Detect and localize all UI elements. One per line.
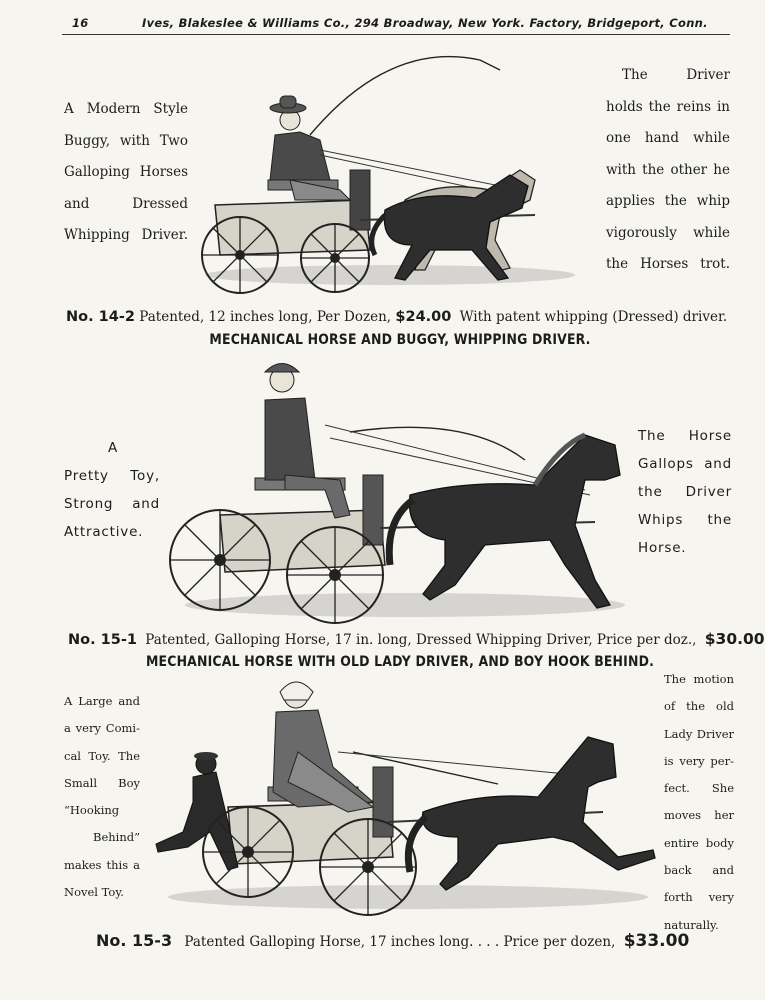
product3-left-text: A Large and a very Comi- cal Toy. The Small Boy “Hooking Behind” makes this a Novel Toy. [64,694,140,900]
product2-line [68,630,765,648]
horse-buggy-illustration [165,350,640,630]
product3-description: Patented Galloping Horse, 17 inches long. . . . Price per dozen, [184,934,616,950]
product3-line [96,931,689,951]
product2-right-text: The Horse Gallops and the Driver Whips the Horse. [638,428,732,556]
product3-number: No. 15-3 [96,931,173,950]
product1-right-text: The Driver holds the reins in one hand while with the other he applies the whip vigorously while the Horses trot. [606,67,730,272]
product3-right-text: The motion of the old Lady Driver is very per- fect. She moves her entire body back and forth very naturally. [664,672,734,932]
company-address: Ives, Blakeslee & Williams Co., 294 Broadway, New York. Factory, Bridgeport, Conn. [142,16,708,30]
buggy-two-horses-illustration [190,40,600,305]
product3-heading: MECHANICAL HORSE WITH OLD LADY DRIVER, AND BOY HOOK BEHIND. [145,654,655,670]
product2-number: No. 15-1 [68,632,137,648]
product1-number: No. 14-2 [66,309,135,325]
product2-description: Patented, Galloping Horse, 17 in. long, Dressed Whipping Driver, Price per doz., [145,632,697,648]
product2-left-text: A Pretty Toy, Strong and Attractive. [64,440,160,540]
product1-line [66,309,727,325]
product2-price: $30.00 [704,630,765,648]
product1-description: Patented, 12 inches long, Per Dozen, [139,309,392,325]
product1-extra: With patent whipping (Dressed) driver. [459,309,728,325]
page-header [62,12,730,35]
product2-heading: MECHANICAL HORSE AND BUGGY, WHIPPING DRIVER. [209,332,591,348]
old-lady-driver-illustration [148,672,663,927]
product3-price: $33.00 [623,931,690,951]
product1-price: $24.00 [395,309,452,325]
page-number: 16 [72,16,89,30]
product1-left-text: A Modern Style Buggy, with Two Galloping Horses and Dressed Whipping Driver. [64,101,188,243]
